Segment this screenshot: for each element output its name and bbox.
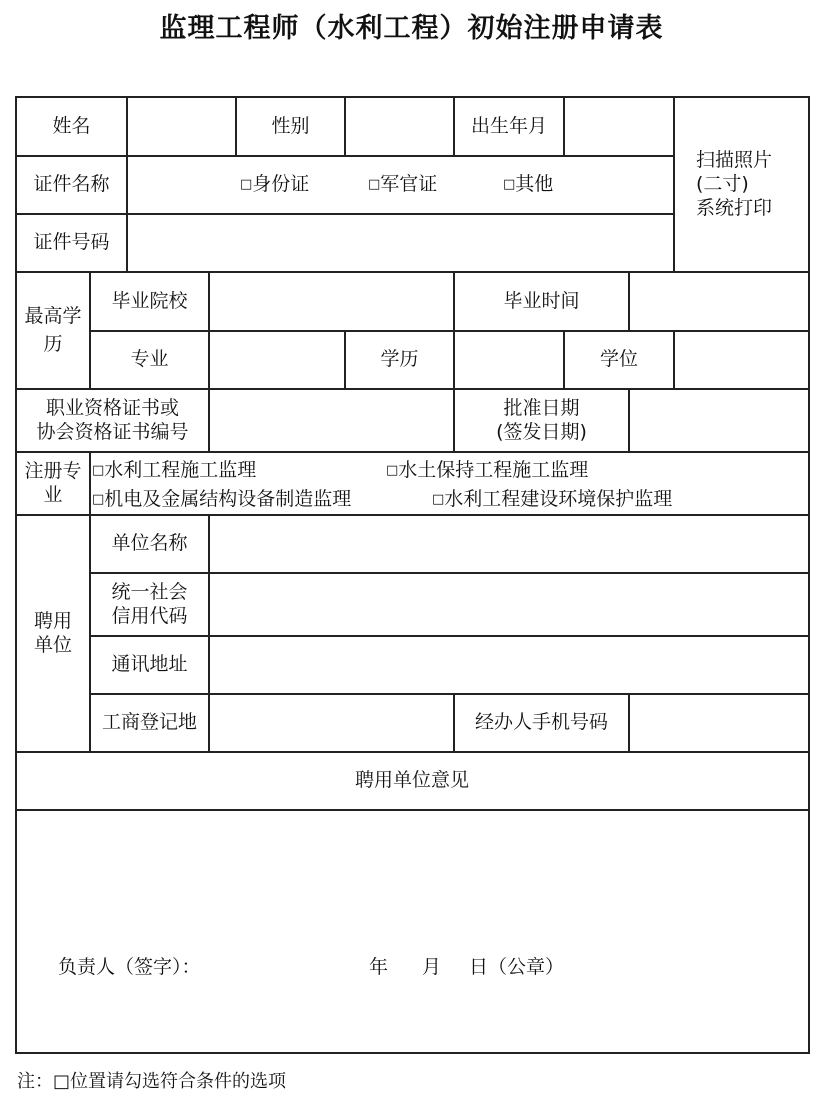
grid-line [628, 693, 630, 752]
degree-level-label: 学历 [345, 330, 454, 388]
grid-line [235, 96, 237, 155]
school-field[interactable] [209, 271, 454, 330]
grid-line [673, 330, 675, 389]
grid-line [16, 271, 809, 273]
specialty-option-environment[interactable]: □水利工程建设环境保护监理 [432, 488, 673, 510]
address-label: 通讯地址 [90, 635, 209, 693]
checkbox[interactable]: □ [386, 463, 399, 478]
grid-line [89, 451, 91, 515]
gender-label: 性别 [236, 97, 345, 155]
signer-label: 负责人（签字）： [58, 956, 201, 978]
checkbox[interactable]: □ [240, 177, 253, 192]
opinion-header: 聘用单位意见 [16, 751, 808, 809]
form-title: 监理工程师（水利工程）初始注册申请表 [159, 13, 664, 44]
major-label: 专业 [90, 330, 209, 388]
grid-line [90, 635, 809, 637]
grid-line [563, 330, 565, 389]
birth-label: 出生年月 [454, 97, 564, 155]
photo-line-3: 系统打印 [696, 197, 773, 219]
name-label: 姓名 [16, 97, 127, 155]
grid-line [89, 514, 91, 752]
grid-line [16, 155, 674, 157]
grid-line [628, 388, 630, 452]
photo-box [674, 97, 808, 271]
checkbox[interactable]: □ [432, 492, 445, 507]
grad-time-label: 毕业时间 [454, 271, 629, 330]
employer-name-label: 单位名称 [90, 514, 209, 572]
grid-line [208, 388, 210, 452]
grid-line [89, 271, 91, 389]
grid-line [673, 96, 675, 272]
degree-field[interactable] [674, 330, 808, 388]
grid-line [208, 271, 210, 389]
grid-line [90, 330, 809, 332]
certificate-label: 职业资格证书或 协会资格证书编号 [16, 388, 209, 451]
grid-line [16, 388, 809, 390]
certificate-field[interactable] [209, 388, 454, 451]
checkbox[interactable]: □ [92, 463, 105, 478]
grid-line [126, 96, 128, 272]
date-month: 月 [422, 956, 442, 978]
grid-line [16, 451, 809, 453]
grid-line [453, 96, 455, 155]
checkbox[interactable]: □ [92, 492, 105, 507]
checkbox[interactable]: □ [503, 177, 516, 192]
grid-line [344, 330, 346, 389]
specialty-option-soil-water[interactable]: □水土保持工程施工监理 [386, 459, 589, 481]
grad-time-field[interactable] [629, 271, 808, 330]
grid-line [16, 751, 809, 753]
specialty-option-construction[interactable]: □水利工程施工监理 [92, 459, 257, 481]
contact-phone-label: 经办人手机号码 [454, 693, 629, 751]
employer-label: 聘用 单位 [16, 514, 90, 751]
photo-line-2: (二寸) [696, 173, 749, 195]
credit-code-field[interactable] [209, 572, 808, 635]
contact-phone-field[interactable] [629, 693, 808, 751]
specialty-label: 注册专 业 [16, 451, 90, 514]
opinion-area[interactable] [16, 809, 808, 1053]
grid-line [16, 514, 809, 516]
grid-line [453, 271, 455, 389]
name-field[interactable] [127, 97, 236, 155]
employer-name-field[interactable] [209, 514, 808, 572]
id-type-label: 证件名称 [16, 155, 127, 213]
degree-label: 学位 [564, 330, 674, 388]
id-number-field[interactable] [127, 213, 674, 271]
grid-line [16, 213, 674, 215]
grid-line [563, 96, 565, 155]
grid-line [90, 693, 809, 695]
gender-field[interactable] [345, 97, 454, 155]
grid-line [16, 1052, 809, 1054]
grid-line [16, 809, 809, 811]
grid-line [628, 271, 630, 330]
grid-line [90, 572, 809, 574]
registry-field[interactable] [209, 693, 454, 751]
registry-label: 工商登记地 [90, 693, 209, 751]
specialty-option-equipment[interactable]: □机电及金属结构设备制造监理 [92, 488, 352, 510]
footnote: 注：□位置请勾选符合条件的选项 [17, 1071, 287, 1092]
grid-line [453, 388, 455, 452]
major-field[interactable] [209, 330, 345, 388]
approval-date-label: 批准日期 (签发日期) [454, 388, 629, 451]
grid-line [453, 693, 455, 752]
birth-field[interactable] [564, 97, 674, 155]
id-number-label: 证件号码 [16, 213, 127, 271]
grid-line [15, 96, 17, 1054]
grid-line [208, 514, 210, 752]
grid-line [16, 96, 809, 98]
checkbox[interactable]: □ [368, 177, 381, 192]
degree-level-field[interactable] [454, 330, 564, 388]
school-label: 毕业院校 [90, 271, 209, 330]
approval-date-field[interactable] [629, 388, 808, 451]
date-day: 日（公章） [469, 956, 565, 978]
grid-line [344, 96, 346, 155]
photo-line-1: 扫描照片 [696, 149, 773, 171]
id-type-option-other[interactable]: □其他 [503, 173, 554, 195]
date-year: 年 [369, 956, 389, 978]
id-type-option-idcard[interactable]: □身份证 [240, 173, 310, 195]
grid-line [808, 96, 810, 1054]
address-field[interactable] [209, 635, 808, 693]
credit-code-label: 统一社会 信用代码 [90, 572, 209, 635]
id-type-option-officer[interactable]: □军官证 [368, 173, 438, 195]
education-label: 最高学历 [16, 271, 90, 388]
